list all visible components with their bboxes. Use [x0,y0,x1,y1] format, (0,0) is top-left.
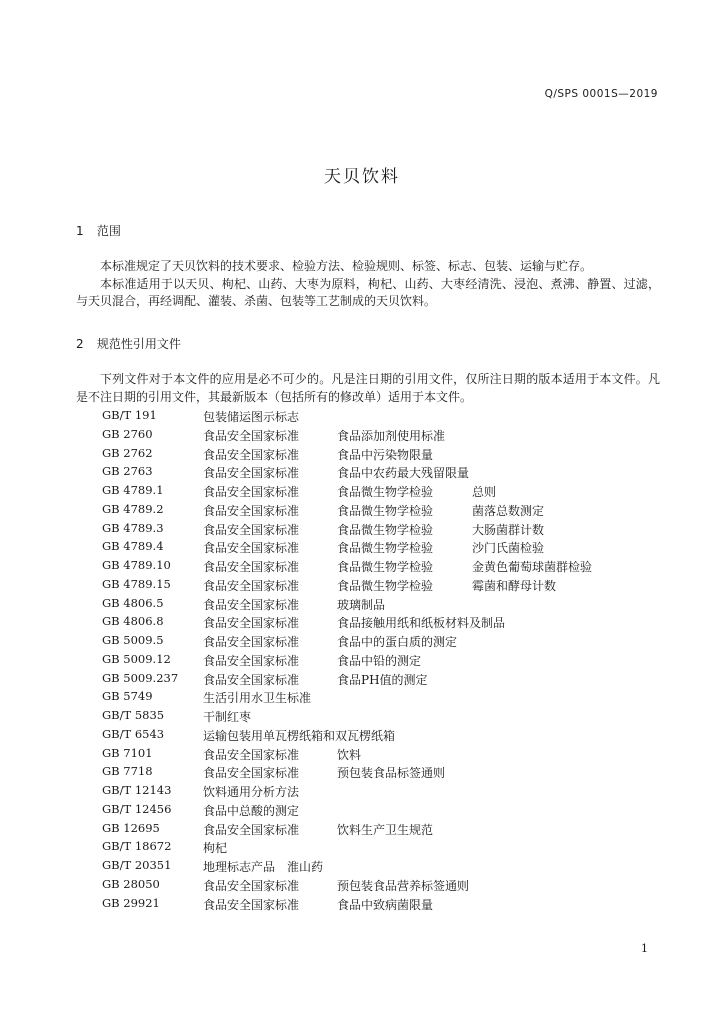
reference-code: GB 28050 [102,876,160,891]
reference-code: GB 2762 [102,445,153,460]
reference-code: GB/T 191 [102,408,157,422]
section-1-heading [76,222,121,239]
reference-title-part-2: 食品中的蛋白质的测定 [337,635,458,649]
section-1-title: 范围 [96,224,121,238]
reference-title-part-2: 预包装食品营养标签通则 [337,878,470,893]
reference-title-part-1: 食品安全国家标准 [203,653,300,668]
reference-code: GB 4789.4 [102,539,164,554]
reference-code: GB 5009.5 [102,633,164,647]
reference-title-part-1: 食品安全国家标准 [203,541,300,556]
section-2-title: 规范性引用文件 [96,337,181,351]
reference-title-part-3: 金黄色葡萄球菌群检验 [472,560,593,574]
standard-code: Q/SPS 0001S—2019 [544,88,658,100]
reference-code: GB 5749 [102,689,153,704]
reference-code: GB 4806.5 [102,595,164,610]
reference-title-part-2: 玻璃制品 [337,597,386,612]
reference-title-part-3: 沙门氏菌检验 [472,541,545,556]
reference-title-part-1: 食品安全国家标准 [203,447,300,462]
reference-title-part-1: 食品安全国家标准 [203,766,300,781]
reference-title-part-2: 饮料 [337,747,362,762]
reference-title-part-1: 食品安全国家标准 [203,635,300,649]
reference-title-part-1: 食品安全国家标准 [203,578,300,593]
reference-code: GB/T 12456 [102,801,172,816]
reference-title-part-1: 食品安全国家标准 [203,428,300,443]
reference-title-part-2: 食品中农药最大残留限量 [337,466,470,481]
reference-title-part-1: 食品安全国家标准 [203,616,300,631]
reference-title-part-2: 饮料生产卫生规范 [337,822,434,837]
section-2-intro [76,371,660,406]
section-2-heading [76,335,181,352]
reference-title-part-1: 运输包装用单瓦楞纸箱和双瓦楞纸箱 [203,728,396,743]
reference-code: GB/T 20351 [102,858,172,872]
reference-title-part-2: 预包装食品标签通则 [337,766,446,781]
reference-title-part-2: 食品微生物学检验 [337,522,434,537]
reference-title-part-1: 食品安全国家标准 [203,503,300,518]
reference-code: GB 7718 [102,764,153,779]
reference-title-part-1: 食品安全国家标准 [203,560,300,574]
reference-title-part-1: 包装储运图示标志 [203,410,300,424]
reference-code: GB 12695 [102,820,160,835]
reference-title-part-1: 食品中总酸的测定 [203,803,300,818]
reference-title-part-1: 食品安全国家标准 [203,597,300,612]
reference-code: GB 2760 [102,426,153,441]
reference-title-part-2: 食品微生物学检验 [337,541,434,556]
section-1-number: 1 [76,224,84,238]
reference-title-part-2: 食品接触用纸和纸板材料及制品 [337,616,506,631]
reference-code: GB/T 6543 [102,726,165,741]
scope-paragraph-2: 本标准适用于以天贝、枸杞、山药、大枣为原料，枸杞、山药、大枣经清洗、浸泡、煮沸、静置、过滤，与天贝混合，再经调配、灌装、杀菌、包装等工艺制成的天贝饮料。 [76,276,660,308]
reference-title-part-2: 食品微生物学检验 [337,485,434,499]
reference-title-part-2: 食品微生物学检验 [337,560,434,574]
section-2-number: 2 [76,337,84,351]
reference-title-part-1: 枸杞 [203,841,228,856]
scope-paragraph-1: 本标准规定了天贝饮料的技术要求、检验方法、检验规则、标签、标志、包装、运输与贮存。 [100,259,593,273]
reference-title-part-2: 食品中铅的测定 [337,653,422,668]
normative-intro-paragraph: 下列文件对于本文件的应用是必不可少的。凡是注日期的引用文件，仅所注日期的版本适用于本文件。凡是不注日期的引用文件，其最新版本（包括所有的修改单）适用于本文件。 [76,372,660,404]
reference-title-part-2: 食品PH值的测定 [337,672,428,687]
reference-code: GB 4806.8 [102,614,164,629]
reference-title-part-1: 食品安全国家标准 [203,897,300,912]
reference-code: GB 7101 [102,745,153,760]
reference-title-part-1: 食品安全国家标准 [203,672,300,687]
reference-code: GB 2763 [102,464,153,479]
reference-title-part-1: 饮料通用分析方法 [203,785,300,799]
reference-code: GB 29921 [102,895,160,910]
reference-title-part-1: 地理标志产品 淮山药 [203,860,324,874]
reference-code: GB/T 12143 [102,783,172,797]
reference-title-part-1: 食品安全国家标准 [203,747,300,762]
document-title: 天贝饮料 [324,167,400,187]
reference-title-part-2: 食品中致病菌限量 [337,897,434,912]
reference-title-part-1: 食品安全国家标准 [203,522,300,537]
reference-title-part-2: 食品微生物学检验 [337,578,434,593]
section-1-body [76,258,660,311]
reference-title-part-2: 食品中污染物限量 [337,447,434,462]
reference-code: GB 4789.3 [102,520,164,535]
reference-code: GB 4789.2 [102,501,164,516]
reference-code: GB/T 18672 [102,839,172,854]
reference-code: GB 4789.15 [102,576,171,591]
reference-title-part-3: 菌落总数测定 [472,503,545,518]
reference-title-part-3: 总则 [472,485,497,499]
reference-title-part-1: 食品安全国家标准 [203,822,300,837]
reference-title-part-3: 霉菌和酵母计数 [472,578,557,593]
reference-title-part-1: 生活引用水卫生标准 [203,691,312,706]
reference-title-part-1: 食品安全国家标准 [203,466,300,481]
reference-code: GB 4789.10 [102,558,171,572]
reference-title-part-1: 食品安全国家标准 [203,485,300,499]
reference-title-part-3: 大肠菌群计数 [472,522,545,537]
reference-code: GB/T 5835 [102,708,165,722]
reference-code: GB 4789.1 [102,483,164,497]
reference-code: GB 5009.12 [102,651,171,666]
page-number: 1 [641,942,648,955]
reference-title-part-1: 食品安全国家标准 [203,878,300,893]
reference-code: GB 5009.237 [102,670,179,685]
reference-title-part-1: 干制红枣 [203,710,252,724]
reference-title-part-2: 食品微生物学检验 [337,503,434,518]
reference-title-part-2: 食品添加剂使用标准 [337,428,446,443]
